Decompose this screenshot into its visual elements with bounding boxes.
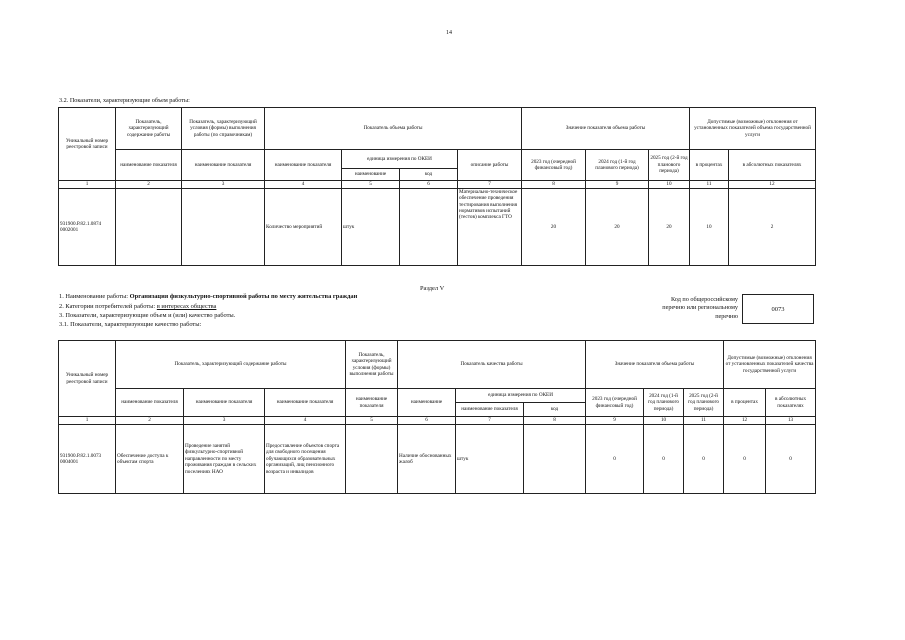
col-conditions-indicator-header: Показатель, характеризующий условия (формы) выполнения работы (по справочникам): [182, 108, 265, 150]
absolute-header: в абсолютных показателях: [729, 150, 816, 181]
okei-code-header: код: [400, 169, 458, 181]
sub-name-header: наименование показателя: [116, 389, 184, 417]
okv-label: Код по общероссийскому перечню или региональному перечню: [662, 296, 738, 320]
year-2025-header: 2025 год (2-й год планового периода): [684, 389, 724, 417]
col-deviations-header: Допустимые (возможные) отклонения от установленных показателей качества государственной услуги: [724, 341, 816, 389]
column-number: 13: [766, 417, 816, 425]
content-indicator-3-cell: Предоставление объектов спорта для свободного посещения обучающихся образовательных организаций, лиц пенсионного возраста и инвалидов: [265, 425, 346, 494]
work-name-label: 1. Наименование работы:: [59, 293, 129, 300]
absolute-header: в абсолютных показателях: [766, 389, 816, 417]
col-registry-number-header: Уникальный номер реестровой записи: [59, 108, 116, 181]
volume-section-caption: 3.2. Показатели, характеризующие объем работы:: [59, 97, 190, 104]
col-deviations-header: Допустимые (возможные) отклонения от установленных показателей объема государственной услуги: [690, 108, 816, 150]
sub-name-header: наименование показателя: [346, 389, 398, 417]
column-number: 8: [522, 181, 586, 189]
value-2025-cell: 20: [649, 189, 690, 266]
column-number: 6: [398, 417, 456, 425]
col-content-indicator-header: Показатель, характеризующий содержание работы: [116, 108, 182, 150]
column-number: 3: [182, 181, 265, 189]
column-number: 10: [649, 181, 690, 189]
column-number: 10: [644, 417, 684, 425]
okei-code-header: код: [524, 403, 586, 417]
col-content-indicator-header: Показатель, характеризующий содержание работы: [116, 341, 346, 389]
col-conditions-indicator-header: Показатель, характеризующий условия (формы) выполнения работы: [346, 341, 398, 389]
column-number: 12: [724, 417, 766, 425]
quality-indicator-name-cell: Наличие обоснованных жалоб: [398, 425, 456, 494]
value-2023-cell: 20: [522, 189, 586, 266]
conditions-indicator-cell: [182, 189, 265, 266]
column-number: 5: [342, 181, 400, 189]
column-number: 3: [184, 417, 265, 425]
okei-name-header: наименование показателя: [456, 403, 524, 417]
year-2023-header: 2023 год (очередной финансовый год): [586, 389, 644, 417]
column-number: 4: [265, 417, 346, 425]
indicators-line: 3. Показатели, характеризующие объем и (или) качество работы.: [59, 312, 236, 319]
percent-deviation-cell: 0: [724, 425, 766, 494]
sub-name-header: наименование показателя: [265, 389, 346, 417]
volume-indicator-name-cell: Количество мероприятий: [265, 189, 342, 266]
okei-unit-header: единица измерения по ОКЕИ: [456, 389, 586, 403]
column-number: 7: [458, 181, 522, 189]
okei-name-header: наименование: [342, 169, 400, 181]
work-name-line: [59, 293, 357, 300]
okv-code-box: 0073: [742, 294, 814, 324]
sub-name-header: наименование показателя: [265, 150, 342, 181]
column-number: 5: [346, 417, 398, 425]
okei-name-cell: штук: [342, 189, 400, 266]
value-2025-cell: 0: [684, 425, 724, 494]
consumers-label: 2. Категории потребителей работы:: [59, 303, 156, 310]
column-number: 2: [116, 181, 182, 189]
column-number: 11: [684, 417, 724, 425]
percent-deviation-cell: 10: [690, 189, 729, 266]
column-number: 4: [265, 181, 342, 189]
okei-name-cell: штук: [456, 425, 524, 494]
consumers-value: в интересах общества: [156, 303, 217, 310]
col-value-header: Значение показателя объема работы: [586, 341, 724, 389]
value-2023-cell: 0: [586, 425, 644, 494]
consumers-line: [59, 303, 216, 310]
absolute-deviation-cell: 2: [729, 189, 816, 266]
content-indicator-1-cell: Обеспечение доступа к объектам спорта: [116, 425, 184, 494]
year-2025-header: 2025 год (2-й год планового периода): [649, 150, 690, 181]
conditions-indicator-cell: [346, 425, 398, 494]
registry-number-cell: 931900.Р.82.1.0874 0002001: [59, 189, 116, 266]
content-indicator-cell: [116, 189, 182, 266]
content-indicator-2-cell: Проведение занятий физкультурно-спортивной направленности по месту проживания граждан в сельских поселениях НАО: [184, 425, 265, 494]
okei-code-cell: [524, 425, 586, 494]
absolute-deviation-cell: 0: [766, 425, 816, 494]
col-volume-value-header: Значение показателя объема работы: [522, 108, 690, 150]
year-2024-header: 2024 год (1-й год планового периода): [586, 150, 649, 181]
column-number: 11: [690, 181, 729, 189]
col-volume-indicator-header: Показатель объема работы: [265, 108, 522, 150]
year-2023-header: 2023 год (очередной финансовый год): [522, 150, 586, 181]
col-registry-number-header: Уникальный номер реестровой записи: [59, 341, 116, 417]
column-number: 1: [59, 417, 116, 425]
column-number: 9: [586, 181, 649, 189]
percent-header: в процентах: [690, 150, 729, 181]
work-description-cell: Материально-техническое обеспечение проведения тестирования выполнения нормативов испытаний (тестов) комплекса ГТО: [458, 189, 522, 266]
okei-unit-header: единица измерения по ОКЕИ: [342, 150, 458, 169]
column-number: 6: [400, 181, 458, 189]
sub-name-header: наименование показателя: [182, 150, 265, 181]
section-title: Раздел V: [420, 285, 445, 292]
col-quality-indicator-header: Показатель качества работы: [398, 341, 586, 389]
registry-number-cell: 931900.Р.82.1.0073 0004001: [59, 425, 116, 494]
okei-code-cell: [400, 189, 458, 266]
column-number: 7: [456, 417, 524, 425]
year-2024-header: 2024 год (1-й год планового периода): [644, 389, 684, 417]
page-number: 14: [446, 30, 452, 36]
quality-indicators-table: [58, 340, 816, 494]
percent-header: в процентах: [724, 389, 766, 417]
value-2024-cell: 0: [644, 425, 684, 494]
column-number: 12: [729, 181, 816, 189]
quality-name-header: наименование: [398, 389, 456, 417]
quality-caption: 3.1. Показатели, характеризующие качество работы:: [59, 321, 202, 328]
sub-name-header: наименование показателя: [184, 389, 265, 417]
column-number: 2: [116, 417, 184, 425]
work-description-header: описание работы: [458, 150, 522, 181]
work-name-value: Организация физкультурно-спортивной работы по месту жительства граждан: [129, 293, 358, 300]
column-number: 1: [59, 181, 116, 189]
sub-name-header: наименование показателя: [116, 150, 182, 181]
value-2024-cell: 20: [586, 189, 649, 266]
volume-indicators-table: [58, 107, 816, 266]
column-number: 9: [586, 417, 644, 425]
column-number: 8: [524, 417, 586, 425]
